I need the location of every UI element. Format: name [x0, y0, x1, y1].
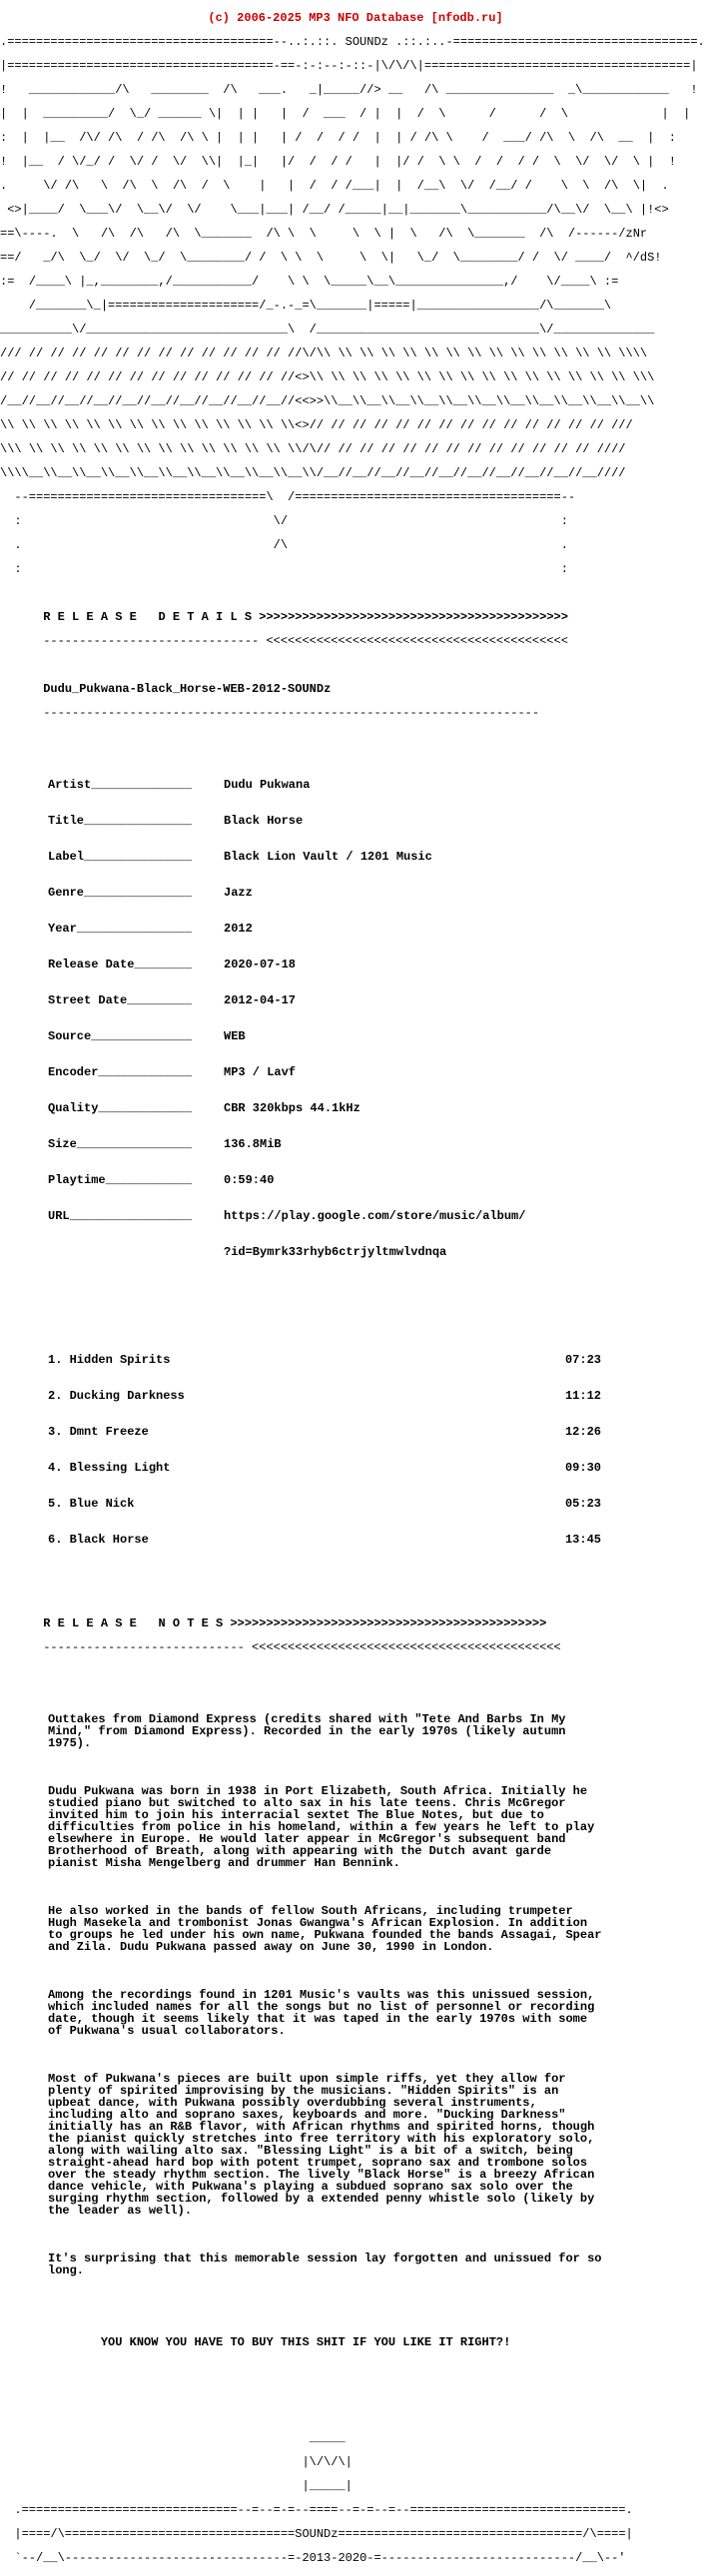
ascii-art-line: /// // // // // // // // // // // // // //\/\\ \\ \\ \\ \\ \\ \\ \\ \\ \\ \\ \\ \\ \\ \\\\: [0, 347, 648, 359]
notes-paragraph: It's surprising that this memorable session lay forgotten and unissued for so long.: [48, 2252, 609, 2277]
crown-icon: _____: [0, 2432, 346, 2444]
crown-icon: |_____|: [0, 2480, 353, 2492]
release-name: Dudu_Pukwana-Black_Horse-WEB-2012-SOUNDz: [43, 683, 332, 695]
ascii-art-line: . \/ /\ \ /\ \ /\ / \ | | / / /___| | /__\ \/ /__/ / \ \ /\ \| .: [0, 180, 669, 192]
closing-line: YOU KNOW YOU HAVE TO BUY THIS SHIT IF YOU LIKE IT RIGHT?!: [100, 2336, 511, 2348]
track-time: 11:12: [564, 1389, 601, 1403]
detail-key: Playtime____________: [48, 1173, 193, 1187]
divider: ---------------------------------------------------------------------: [0, 707, 540, 719]
track-time: 12:26: [564, 1425, 601, 1439]
detail-row: [48, 779, 711, 791]
track-time: 05:23: [564, 1497, 601, 1511]
detail-value: Black Horse: [224, 814, 304, 828]
notes-paragraph: Dudu Pukwana was born in 1938 in Port Elizabeth, South Africa. Initially he studied piano but switched to alto sax in his late teens. Chris McGregor invited him to join his interracial sextet The Blue Notes, but due to difficulties from police in his homeland, within a few years he left to play elsewhere in Europe. He would later appear in McGregor's subsequent band Brotherhood of Breath, along with appearing with the Dutch avant garde pianist Misha Mengelberg and drummer Han Bennink.: [48, 1784, 602, 1870]
track-name: 5. Blue Nick: [48, 1497, 135, 1511]
ascii-art-line: .=====================================--..:.::. SOUNDz .::.:..-==================================.: [0, 36, 705, 48]
ascii-art-line: ==/ _/\ \_/ \/ \_/ \________/ / \ \ \ \ \| \_/ \________/ / \/ ____/ ^/dS!: [0, 252, 662, 264]
arrow-left-divider: ---------------------------- <<<<<<<<<<<<<<<<<<<<<<<<<<<<<<<<<<<<<<<<<<<: [0, 1641, 561, 1653]
notes-paragraph: Among the recordings found in 1201 Music's vaults was this unissued session, which included names for all the songs but no list of personnel or recording date, though it seems likely that it was taped in the early 1970s with some of Pukwana's usual collaborators.: [48, 1988, 602, 2038]
detail-key: Year________________: [48, 922, 193, 936]
detail-key: Label_______________: [48, 850, 193, 864]
track-name: 6. Black Horse: [48, 1533, 149, 1547]
track-row: [48, 1534, 601, 1546]
detail-key: URL_________________: [48, 1209, 193, 1223]
arrow-right-divider: >>>>>>>>>>>>>>>>>>>>>>>>>>>>>>>>>>>>>>>>>>>>: [230, 1617, 547, 1629]
notes-paragraph: Outtakes from Diamond Express (credits shared with "Tete And Barbs In My Mind," from Diamond Express). Recorded in the early 1970s (likely autumn 1975).: [48, 1712, 573, 1750]
detail-row: [48, 1102, 711, 1114]
detail-row: [48, 815, 711, 827]
ascii-art-line: : \/ :: [0, 515, 568, 527]
detail-value: 0:59:40: [224, 1173, 275, 1187]
detail-row: [48, 1174, 711, 1186]
release-details-list: [48, 755, 711, 1270]
ascii-art-line: | | _________/ \_/ ______ \| | | | / ___ / | | / \ / / \ | |: [0, 108, 691, 120]
detail-value: Dudu Pukwana: [224, 778, 311, 792]
notes-paragraph: He also worked in the bands of fellow South Africans, including trumpeter Hugh Masekela and trombonist Jonas Gwangwa's African Explosion. In addition to groups he led under his own name, Pukwana founded the bands Assagai, Spear and Zila. Dudu Pukwana passed away on June 30, 1990 in London.: [48, 1904, 609, 1954]
detail-value: CBR 320kbps 44.1kHz: [224, 1101, 360, 1115]
detail-row: [48, 994, 711, 1006]
detail-row: [48, 851, 711, 863]
detail-key: Source______________: [48, 1029, 193, 1043]
ascii-art-line: /_______\_|=====================/_-.-_=\_______|=====|_________________/\_______\: [0, 300, 612, 312]
track-row: [48, 1426, 601, 1438]
ascii-art-line: // // // // // // // // // // // // // //<>\\ \\ \\ \\ \\ \\ \\ \\ \\ \\ \\ \\ \\ \\ \\ \\\: [0, 371, 655, 383]
track-time: 13:45: [564, 1533, 601, 1547]
ascii-art-line: \\\ \\ \\ \\ \\ \\ \\ \\ \\ \\ \\ \\ \\ \\/\// // // // // // // // // // // // // ////: [0, 443, 626, 455]
detail-value: Black Lion Vault / 1201 Music: [224, 850, 432, 864]
detail-key: Street Date_________: [48, 993, 193, 1007]
notes-paragraph: Most of Pukwana's pieces are built upon simple riffs, yet they allow for plenty of spirited improvising by the musicians. "Hidden Spirits" is an upbeat dance, with Pukwana possibly overdubbing several instruments, including alto and soprano saxes, keyboards and more. "Ducking Darkness" initially has an R&B flavor, with African rhythms and spirited horns, though the pianist quickly stretches into free territory with his exploratory solo, along with wailing alto sax. "Blessing Light" is a bit of a switch, being straight-ahead hard bop with potent trumpet, soprano sax and trombone solos over the steady rhythm section. The lively "Black Horse" is a breezy African dance vehicle, with Pukwana's playing a subdued soprano sax solo over the surging rhythm section, followed by a extended penny whistle solo (likely by the leader as well).: [48, 2072, 602, 2218]
track-time: 07:23: [564, 1353, 601, 1367]
credit-line: (c) 2006-2025 MP3 NFO Database [nfodb.ru]: [208, 12, 503, 24]
crown-icon: |\/\/\|: [0, 2456, 353, 2468]
detail-key: Encoder_____________: [48, 1065, 193, 1079]
ascii-art-line: . /\ .: [0, 539, 568, 551]
track-name: 3. Dmnt Freeze: [48, 1425, 149, 1439]
track-name: 2. Ducking Darkness: [48, 1389, 185, 1403]
ascii-art-line: --=================================\ /=====================================--: [0, 491, 576, 503]
url-link[interactable]: https://play.google.com/store/music/album/: [224, 1209, 526, 1223]
tracklist: [0, 1330, 711, 1558]
detail-row: [48, 1138, 711, 1150]
ascii-art-line: <>|____/ \___\/ \__\/ \/ \___|___| /__/ /_____|__|_______\___________/\__\/ \__\ |!<>: [0, 204, 669, 216]
detail-value: 2012: [224, 922, 253, 936]
ascii-art-line: |====/\================================SOUNDz==================================/\====|: [0, 2528, 633, 2540]
detail-key: Artist______________: [48, 778, 193, 792]
track-name: 1. Hidden Spirits: [48, 1353, 171, 1367]
detail-key: Release Date________: [48, 958, 193, 971]
detail-value: 136.8MiB: [224, 1137, 282, 1151]
ascii-art-line: [0, 587, 711, 599]
ascii-art-line: : | |__ /\/ /\ / /\ /\ \ | | | | / / / / | | / /\ \ / ___/ /\ \ /\ __ | :: [0, 132, 676, 144]
detail-row: [48, 1210, 711, 1222]
ascii-art-line: \\ \\ \\ \\ \\ \\ \\ \\ \\ \\ \\ \\ \\ \\<>// // // // // // // // // // // // // // ///: [0, 419, 633, 431]
arrow-right-divider: >>>>>>>>>>>>>>>>>>>>>>>>>>>>>>>>>>>>>>>>>>>: [259, 611, 568, 623]
detail-key: Genre_______________: [48, 886, 193, 900]
track-row: [48, 1498, 601, 1510]
ascii-art-line: /__//__//__//__//__//__//__//__//__//__//<<>>\\__\\__\\__\\__\\__\\__\\__\\__\\__\\__\\__\\: [0, 395, 655, 407]
url-link-continued[interactable]: ?id=Bymrk33rhyb6ctrjyltmwlvdnqa: [224, 1245, 447, 1259]
ascii-art-line: \\\\__\\__\\__\\__\\__\\__\\__\\__\\__\\__\\/__//__//__//__//__//__//__//__//__//__////: [0, 467, 626, 479]
detail-value: 2012-04-17: [224, 993, 297, 1007]
ascii-art-line: : :: [0, 563, 568, 575]
track-time: 09:30: [564, 1461, 601, 1475]
ascii-art-line: ! |__ / \/_/ / \/ / \/ \\| |_| |/ / / / | |/ / \ \ / / / / \ \/ \/ \ | !: [0, 156, 676, 168]
ascii-art-line: := /____\ |_,________,/___________/ \ \ \_____\__\_______________,/ \/____\ :=: [0, 276, 619, 288]
detail-row: [48, 887, 711, 899]
ascii-art-line: |=====================================-==-:-:--:-::-|\/\/\|=====================================|: [0, 60, 698, 72]
detail-row: [48, 923, 711, 935]
footer-years: 2013-2020: [302, 2552, 367, 2564]
detail-value: WEB: [224, 1029, 246, 1043]
detail-row: [48, 1066, 711, 1078]
detail-key: Title_______________: [48, 814, 193, 828]
ascii-art-line: `--/__\-------------------------------=-2013-2020-=---------------------------/__\--': [0, 2552, 626, 2564]
detail-value: MP3 / Lavf: [224, 1065, 297, 1079]
detail-key: Quality_____________: [48, 1101, 193, 1115]
detail-value: 2020-07-18: [224, 958, 297, 971]
footer-tag: SOUNDz: [295, 2528, 339, 2540]
detail-row: [48, 1030, 711, 1042]
ascii-art-line: __________\/____________________________\ /_______________________________\/______________: [0, 323, 655, 335]
ascii-art-line: ==\----. \ /\ /\ /\ \_______ /\ \ \ \ \ | \ /\ \_______ /\ /------/zNr: [0, 228, 648, 240]
track-row: [48, 1390, 601, 1402]
release-notes-heading: R E L E A S E N O T E S: [43, 1617, 224, 1629]
track-row: [48, 1462, 601, 1474]
ascii-art-line: ! ____________/\ ________ /\ ___. _|_____//> __ /\ _______________ _\____________ !: [0, 84, 698, 96]
ascii-art-line: .==============================--=--=-=--====--=-=--=--==============================.: [0, 2504, 633, 2516]
detail-row: [48, 959, 711, 970]
arrow-left-divider: ------------------------------ <<<<<<<<<<<<<<<<<<<<<<<<<<<<<<<<<<<<<<<<<<: [0, 635, 568, 647]
track-name: 4. Blessing Light: [48, 1461, 171, 1475]
detail-key: Size________________: [48, 1137, 193, 1151]
track-row: [48, 1354, 601, 1366]
detail-value: Jazz: [224, 886, 253, 900]
release-details-heading: R E L E A S E D E T A I L S: [43, 611, 253, 623]
group-tag: SOUNDz: [345, 36, 388, 48]
